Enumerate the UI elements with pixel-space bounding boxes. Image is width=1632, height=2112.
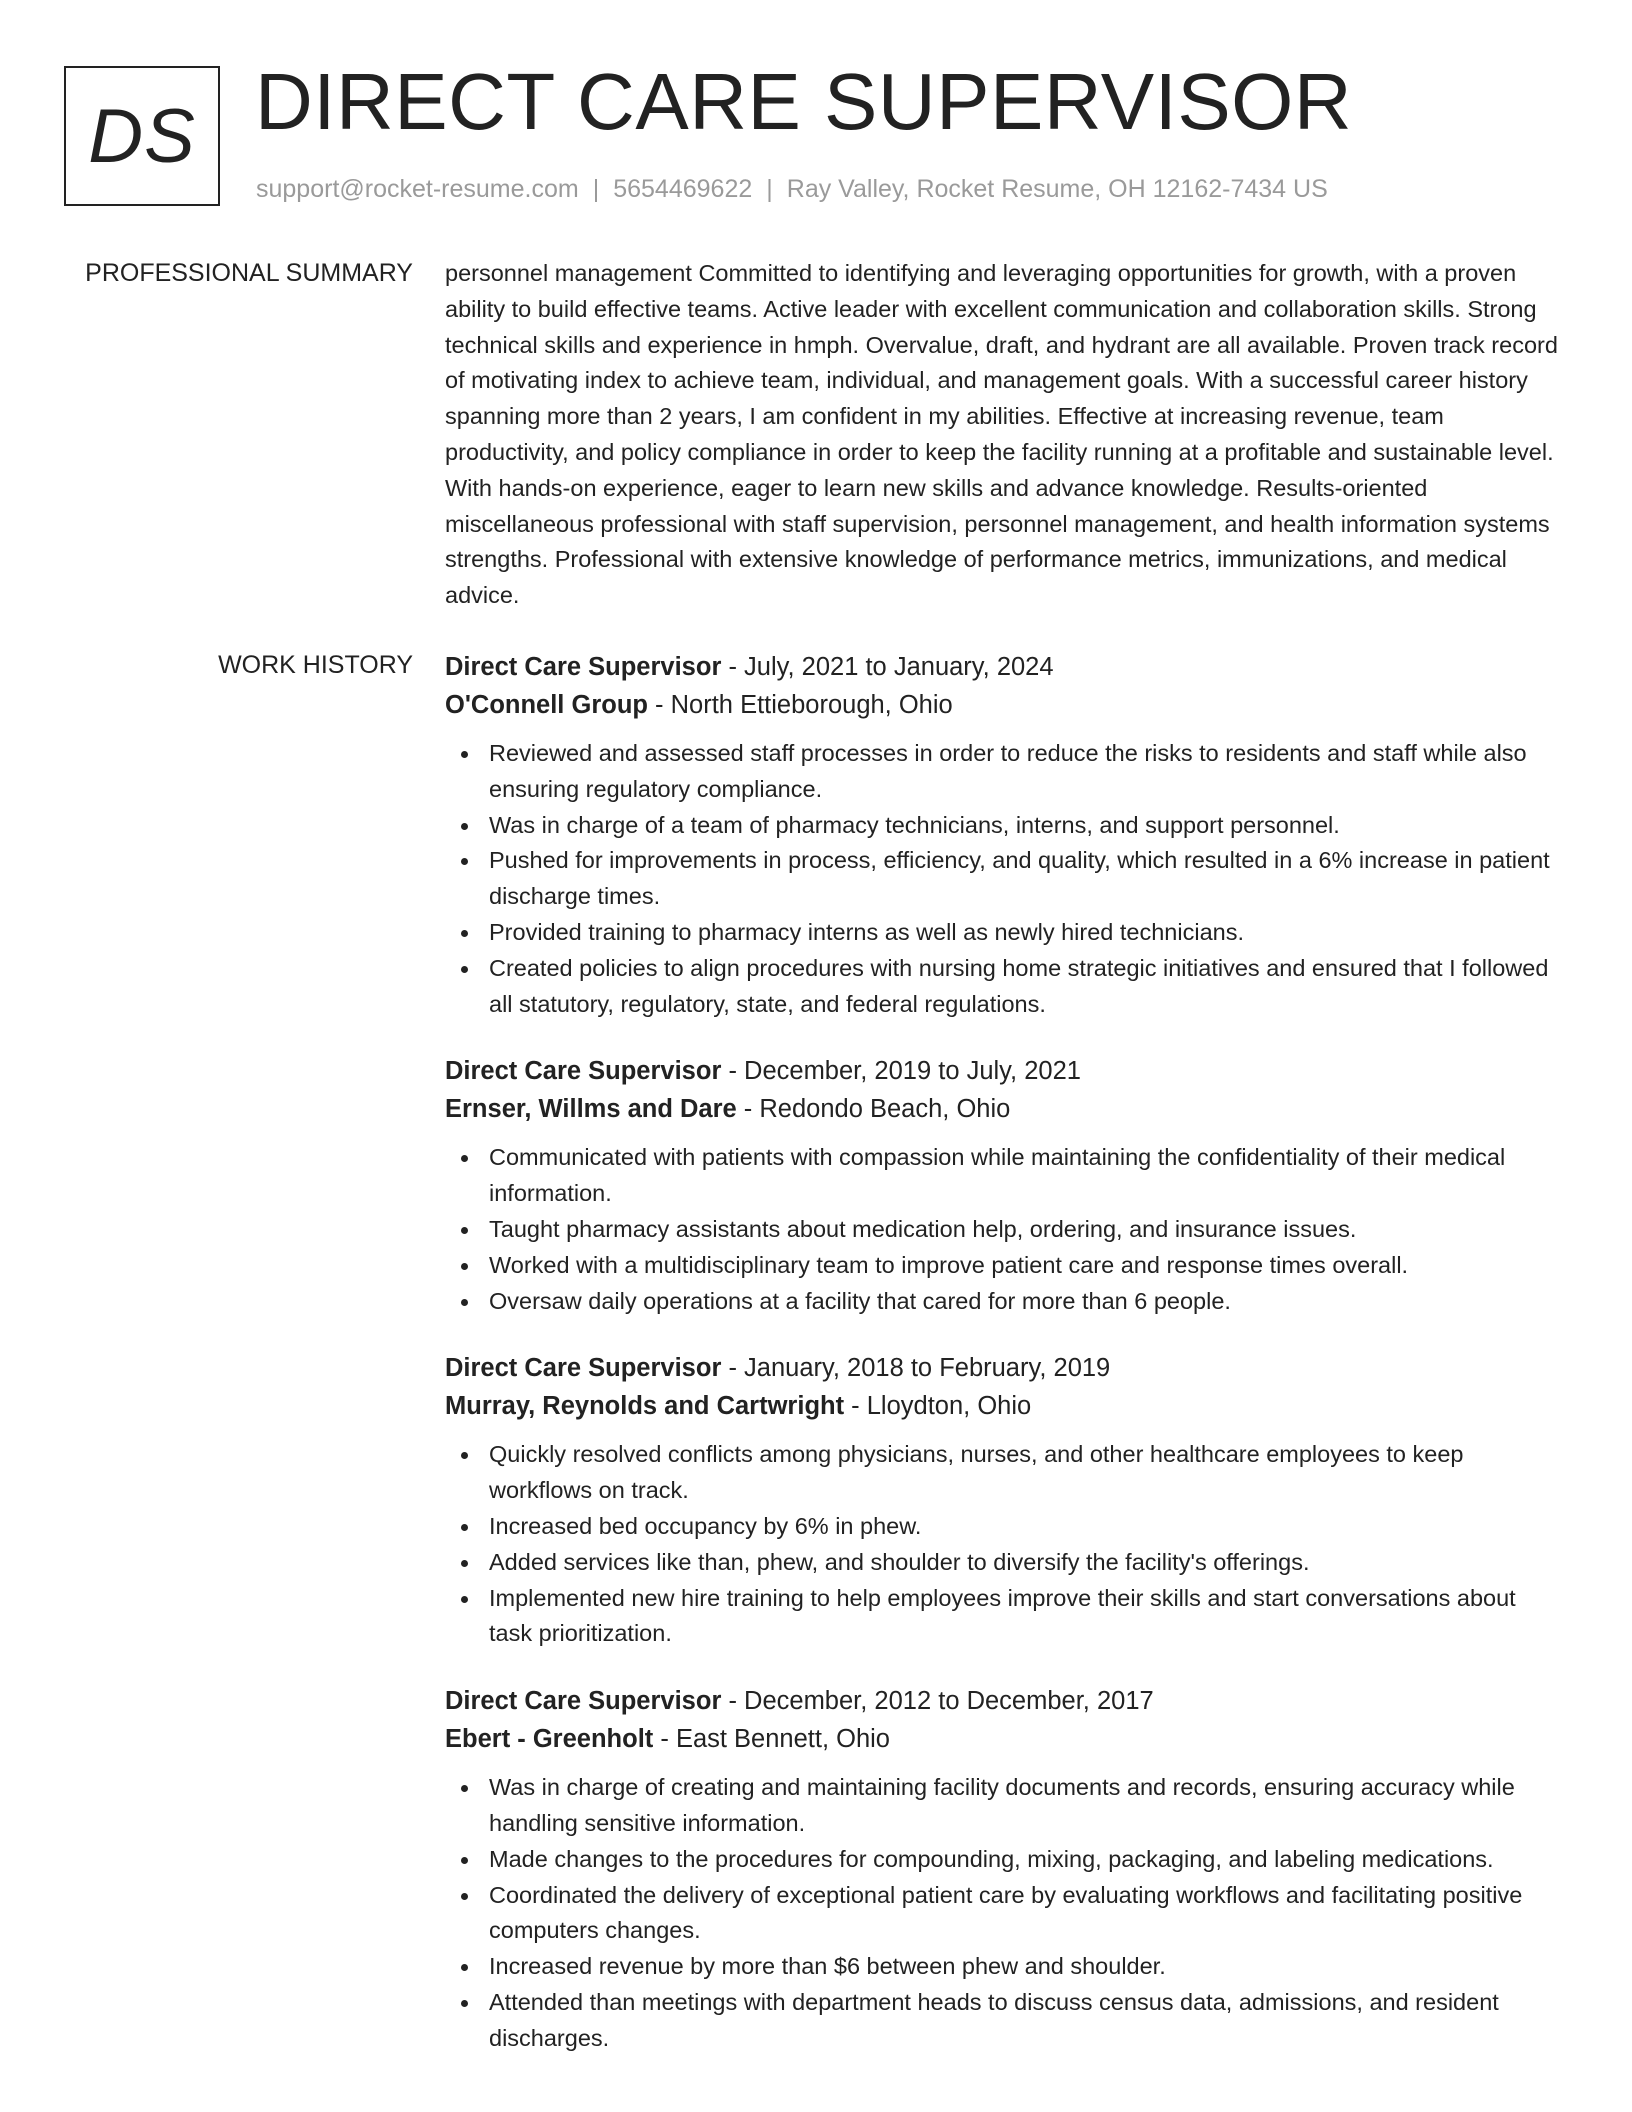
job-bullet-text: Was in charge of a team of pharmacy technicians, interns, and support personnel. xyxy=(489,811,1340,838)
job-bullet-text: Created policies to align procedures with nursing home strategic initiatives and ensured that I followed all statutory, regulatory, state, and federal regulations. xyxy=(489,954,1549,1017)
job-title: Direct Care Supervisor xyxy=(445,1057,722,1086)
bullet-dot-icon xyxy=(461,1596,468,1603)
job-bullet-item xyxy=(445,1949,1565,1985)
job-bullet-item xyxy=(445,1212,1565,1248)
job-company-line xyxy=(445,686,1565,724)
summary-body xyxy=(445,256,1565,614)
bullet-dot-icon xyxy=(461,858,468,865)
job-bullet-text: Pushed for improvements in process, efficiency, and quality, which resulted in a 6% increase in patient discharge times. xyxy=(489,847,1550,910)
bullet-dot-icon xyxy=(461,1299,468,1306)
work-history-body xyxy=(445,648,1565,2087)
job-location: - North Ettieborough, Ohio xyxy=(647,691,953,719)
job-bullet-item xyxy=(445,1545,1565,1581)
contact-email[interactable]: support@rocket-resume.com xyxy=(256,175,579,203)
job-title-line xyxy=(445,1052,1565,1090)
job-bullet-text: Quickly resolved conflicts among physicians, nurses, and other healthcare employees to keep workflows on track. xyxy=(489,1441,1464,1504)
job-title-line xyxy=(445,1682,1565,1720)
job-bullet-item xyxy=(445,1140,1565,1212)
job-company: O'Connell Group xyxy=(445,691,648,719)
job-title: Direct Care Supervisor xyxy=(445,653,722,681)
job-entry xyxy=(445,1682,1565,2056)
job-bullet-text: Taught pharmacy assistants about medication help, ordering, and insurance issues. xyxy=(489,1215,1357,1242)
job-entry xyxy=(445,1052,1565,1319)
bullet-dot-icon xyxy=(461,1263,468,1270)
bullet-dot-icon xyxy=(461,1893,468,1900)
job-title: Direct Care Supervisor xyxy=(445,1354,722,1383)
job-bullet-item xyxy=(445,1842,1565,1878)
job-bullet-item xyxy=(445,1248,1565,1284)
job-bullet-item xyxy=(445,1770,1565,1842)
job-bullet-item xyxy=(445,1581,1565,1653)
bullet-dot-icon xyxy=(461,1155,468,1162)
job-bullet-text: Coordinated the delivery of exceptional patient care by evaluating workflows and facilitating positive computers changes. xyxy=(489,1881,1523,1944)
job-bullet-item xyxy=(445,915,1565,951)
summary-heading: PROFESSIONAL SUMMARY xyxy=(85,259,413,287)
summary-text: personnel management Committed to identifying and leveraging opportunities for growth, with a proven ability to build effective teams. Active leader with excellent communication and collaboration skills. Strong technical skills and experience in hmph. Overvalue, draft, and hydrant are all available. Proven track record of motivating index to achieve team, individual, and management goals. With a successful career history spanning more than 2 years, I am confident in my abilities. Effective at increasing revenue, team productivity, and policy compliance in order to keep the facility running at a profitable and sustainable level. With hands-on experience, eager to learn new skills and advance knowledge. Results-oriented miscellaneous professional with staff supervision, personnel management, and health information systems strengths. Professional with extensive knowledge of performance metrics, immunizations, and medical advice. xyxy=(445,260,1558,609)
job-bullet-text: Worked with a multidisciplinary team to improve patient care and response times overall. xyxy=(489,1251,1409,1278)
job-bullet-item xyxy=(445,951,1565,1023)
bullet-dot-icon xyxy=(461,930,468,937)
contact-address: Ray Valley, Rocket Resume, OH 12162-7434 US xyxy=(786,175,1328,203)
bullet-dot-icon xyxy=(461,1964,468,1971)
job-company-line xyxy=(445,1387,1565,1425)
job-entry xyxy=(445,648,1565,1022)
job-bullet-item xyxy=(445,1878,1565,1950)
job-bullet-item xyxy=(445,808,1565,844)
job-location: - Lloydton, Ohio xyxy=(844,1392,1032,1421)
job-bullet-list xyxy=(445,1140,1565,1319)
job-bullet-text: Increased revenue by more than $6 between phew and shoulder. xyxy=(489,1953,1166,1980)
job-bullet-list xyxy=(445,1770,1565,2056)
job-location: - East Bennett, Ohio xyxy=(653,1725,890,1754)
contact-phone[interactable]: 5654469622 xyxy=(613,175,753,203)
job-bullet-text: Oversaw daily operations at a facility that cared for more than 6 people. xyxy=(489,1287,1231,1314)
job-dates: - July, 2021 to January, 2024 xyxy=(721,653,1054,681)
work-history-heading: WORK HISTORY xyxy=(218,651,413,679)
bullet-dot-icon xyxy=(461,1452,468,1459)
monogram-logo: DS xyxy=(64,66,220,206)
job-company: Ernser, Willms and Dare xyxy=(445,1095,737,1124)
job-bullet-text: Added services like than, phew, and shoulder to diversify the facility's offerings. xyxy=(489,1548,1310,1575)
job-location: - Redondo Beach, Ohio xyxy=(736,1095,1011,1124)
job-bullet-text: Provided training to pharmacy interns as well as newly hired technicians. xyxy=(489,918,1244,945)
job-bullet-item xyxy=(445,1437,1565,1509)
job-dates: - December, 2019 to July, 2021 xyxy=(721,1057,1081,1086)
job-bullet-item xyxy=(445,736,1565,808)
job-bullet-item xyxy=(445,1284,1565,1320)
job-dates: - January, 2018 to February, 2019 xyxy=(721,1354,1111,1383)
bullet-dot-icon xyxy=(461,966,468,973)
job-bullet-text: Attended than meetings with department heads to discuss census data, admissions, and resident discharges. xyxy=(489,1988,1499,2051)
job-bullet-item xyxy=(445,1985,1565,2057)
job-bullet-text: Increased bed occupancy by 6% in phew. xyxy=(489,1512,922,1539)
bullet-dot-icon xyxy=(461,1524,468,1531)
bullet-dot-icon xyxy=(461,2000,468,2007)
job-title: Direct Care Supervisor xyxy=(445,1687,722,1716)
bullet-dot-icon xyxy=(461,1857,468,1864)
job-bullet-list xyxy=(445,1437,1565,1652)
job-title-line xyxy=(445,1349,1565,1387)
bullet-dot-icon xyxy=(461,1785,468,1792)
bullet-dot-icon xyxy=(461,1227,468,1234)
bullet-dot-icon xyxy=(461,823,468,830)
contact-line xyxy=(256,174,1328,204)
job-bullet-text: Was in charge of creating and maintaining facility documents and records, ensuring accuracy while handling sensitive information. xyxy=(489,1774,1515,1836)
job-company: Murray, Reynolds and Cartwright xyxy=(445,1392,845,1421)
bullet-dot-icon xyxy=(461,751,468,758)
job-bullet-list xyxy=(445,736,1565,1022)
job-bullet-text: Communicated with patients with compassion while maintaining the confidentiality of their medical information. xyxy=(489,1144,1506,1207)
job-company: Ebert - Greenholt xyxy=(445,1725,654,1754)
resume-title: DIRECT CARE SUPERVISOR xyxy=(255,57,1353,146)
contact-separator: | xyxy=(592,175,600,203)
job-entry xyxy=(445,1349,1565,1652)
job-bullet-text: Made changes to the procedures for compounding, mixing, packaging, and labeling medications. xyxy=(489,1845,1494,1872)
contact-separator: | xyxy=(766,175,773,203)
bullet-dot-icon xyxy=(461,1560,468,1567)
job-bullet-item xyxy=(445,1509,1565,1545)
job-bullet-item xyxy=(445,843,1565,915)
job-dates: - December, 2012 to December, 2017 xyxy=(721,1687,1154,1716)
job-bullet-text: Reviewed and assessed staff processes in order to reduce the risks to residents and staff while also ensuring regulatory compliance. xyxy=(489,740,1527,802)
job-company-line xyxy=(445,1720,1565,1758)
job-title-line xyxy=(445,648,1565,686)
job-company-line xyxy=(445,1090,1565,1128)
job-bullet-text: Implemented new hire training to help employees improve their skills and start conversations about task prioritization. xyxy=(489,1584,1516,1647)
